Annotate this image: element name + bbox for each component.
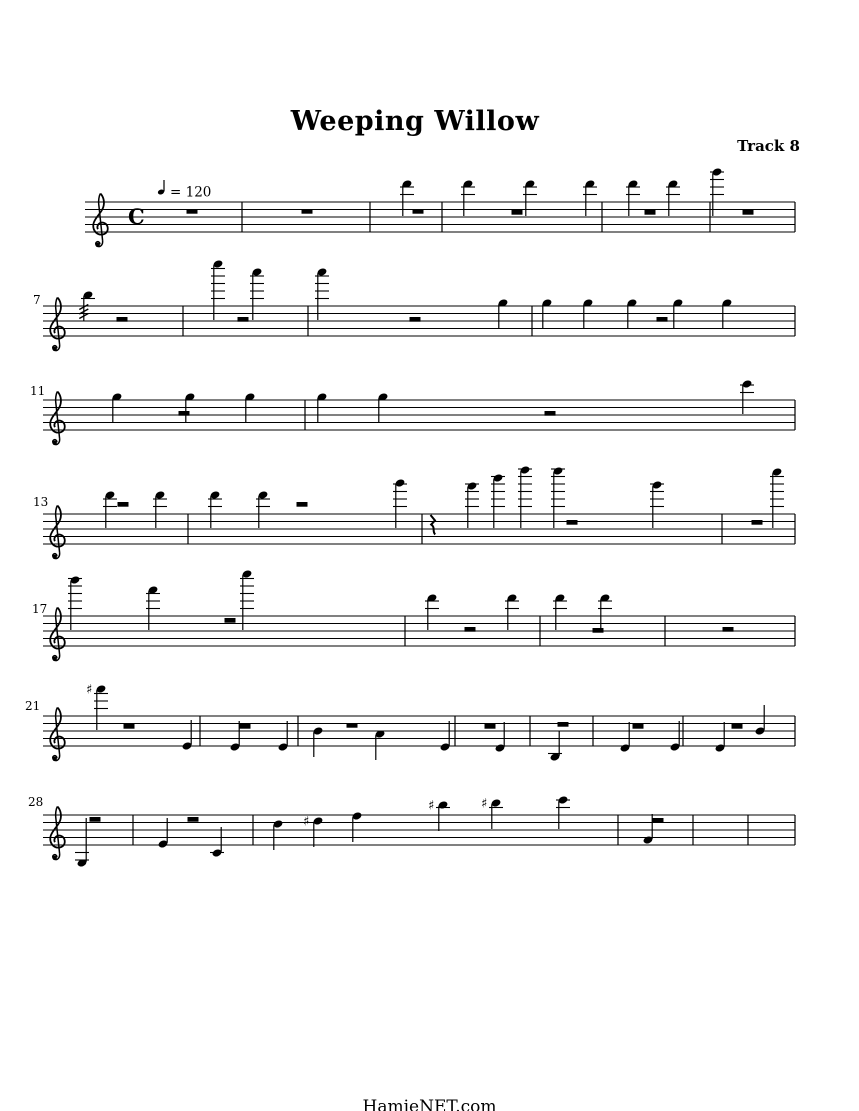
- note: [770, 467, 784, 528]
- note: [75, 818, 89, 868]
- rest: [545, 411, 556, 416]
- note: [620, 722, 631, 753]
- note: [491, 473, 505, 528]
- note: [465, 481, 479, 528]
- note: [400, 179, 414, 216]
- clef-blob: [96, 243, 100, 247]
- note: [556, 795, 570, 829]
- note: [461, 179, 475, 216]
- track-label: Track 8: [737, 137, 800, 155]
- note: [278, 721, 289, 752]
- note: [208, 490, 222, 528]
- note: [375, 729, 386, 760]
- rest: [485, 724, 496, 729]
- note: [68, 575, 82, 630]
- rest: [179, 411, 190, 416]
- rest: [297, 502, 308, 507]
- rest: [225, 618, 236, 623]
- note: [715, 722, 726, 753]
- rest: [238, 317, 249, 322]
- footer-watermark: HamieNET.com: [362, 1097, 497, 1111]
- rest: [413, 209, 424, 214]
- page-title: Weeping Willow: [290, 106, 540, 137]
- accidental-sharp: ♯: [428, 798, 435, 814]
- note: [315, 267, 329, 320]
- rest: [117, 317, 128, 322]
- rest: [118, 502, 129, 507]
- note: [240, 569, 254, 630]
- note: [523, 179, 537, 216]
- note: [481, 797, 503, 830]
- accidental-sharp: ♯: [481, 796, 488, 812]
- accidental-sharp: ♯: [86, 682, 93, 698]
- note: [230, 721, 241, 752]
- rest: [657, 317, 668, 322]
- note: [518, 465, 532, 528]
- rest: [410, 317, 421, 322]
- note: [250, 267, 264, 320]
- rest: [240, 724, 251, 729]
- accidental-sharp: ♯: [303, 814, 310, 830]
- rest: [302, 209, 313, 214]
- note: [710, 167, 724, 216]
- note: [103, 490, 117, 528]
- note: [755, 705, 766, 736]
- note: [211, 259, 225, 320]
- treble-clef-icon: [50, 608, 65, 662]
- clef-blob: [53, 555, 57, 559]
- rest: [633, 724, 644, 729]
- rest: [567, 520, 578, 525]
- treble-clef-icon: [50, 807, 65, 861]
- note: [583, 179, 597, 216]
- rest: [645, 210, 656, 215]
- clef-blob: [53, 657, 57, 661]
- note: [313, 726, 324, 757]
- treble-clef-icon: [50, 392, 65, 446]
- note: [256, 490, 270, 528]
- note: [551, 466, 565, 528]
- note: [650, 480, 664, 528]
- rest: [653, 818, 664, 823]
- clef-blob: [53, 347, 57, 351]
- clef-blob: [53, 856, 57, 860]
- note: [505, 593, 519, 630]
- time-signature: C: [128, 204, 145, 229]
- rest: [752, 520, 763, 525]
- note: [182, 720, 193, 751]
- rest: [743, 210, 754, 215]
- rest: [593, 628, 604, 633]
- rest: [732, 724, 743, 729]
- measure-number: 11: [30, 384, 46, 398]
- note: [303, 815, 323, 848]
- measure-number: 28: [28, 795, 44, 809]
- treble-clef-icon: [50, 708, 65, 762]
- tempo-text: = 120: [170, 184, 212, 201]
- quarter-rest: [431, 515, 436, 535]
- note: [153, 490, 167, 528]
- treble-clef-icon: [50, 506, 65, 560]
- note: [553, 593, 567, 630]
- measure-number: 13: [33, 495, 49, 509]
- note: [425, 593, 439, 630]
- clef-blob: [53, 757, 57, 761]
- measure-number: 7: [33, 293, 41, 307]
- rest: [187, 209, 198, 214]
- measure-number: 17: [32, 602, 48, 616]
- note: [440, 721, 451, 752]
- rest: [124, 724, 135, 729]
- note: [740, 379, 754, 414]
- rest: [558, 722, 569, 727]
- clef-blob: [53, 441, 57, 445]
- tempo-marking: [157, 180, 211, 201]
- note: [86, 683, 108, 731]
- rest: [90, 817, 101, 822]
- measure-number: 21: [25, 699, 41, 713]
- treble-clef-icon: [50, 298, 65, 352]
- treble-clef-icon: [93, 194, 108, 248]
- rest: [465, 627, 476, 632]
- note: [666, 179, 680, 216]
- rest: [347, 723, 358, 728]
- rest: [512, 210, 523, 215]
- note: [598, 593, 612, 630]
- rest: [188, 817, 199, 822]
- note: [643, 814, 654, 845]
- rest: [723, 627, 734, 632]
- note: [393, 478, 407, 528]
- note: [495, 722, 506, 753]
- note: [670, 721, 681, 752]
- note: [210, 827, 224, 858]
- note: [626, 179, 640, 216]
